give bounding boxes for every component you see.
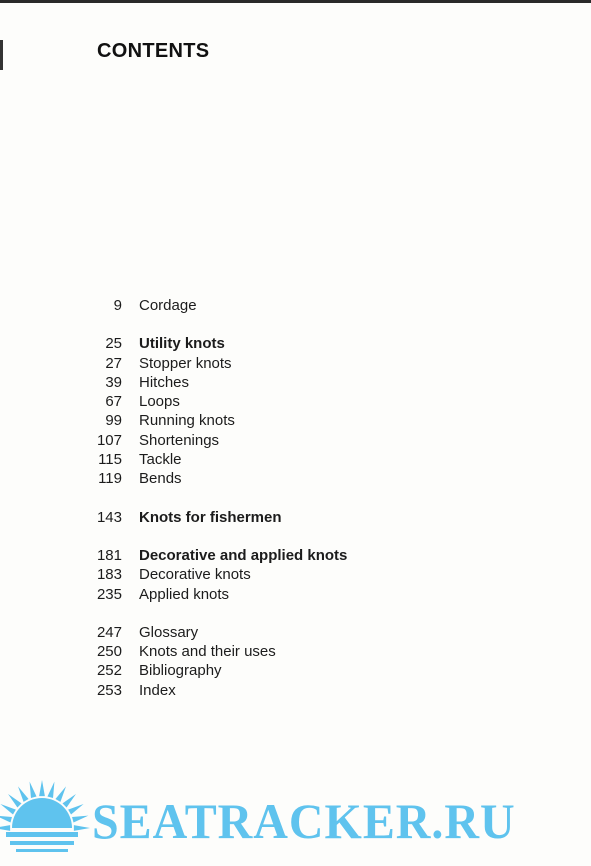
toc-entry <box>0 334 591 353</box>
sun-logo-icon <box>0 778 90 866</box>
toc-entry-label: Tackle <box>139 451 182 469</box>
toc-entry-label: Knots for fishermen <box>139 508 282 526</box>
toc-entry <box>0 469 591 488</box>
toc-entry-label: Decorative and applied knots <box>139 546 348 564</box>
toc-entry <box>0 546 591 565</box>
toc-entry-label: Shortenings <box>139 431 220 449</box>
toc-entry <box>0 411 591 430</box>
toc-entry-label: Bends <box>139 470 182 488</box>
toc-entry <box>0 354 591 373</box>
toc-page-number: 107 <box>96 431 122 449</box>
toc-entry <box>0 681 591 700</box>
toc-entry-label: Glossary <box>139 623 199 641</box>
toc-entry <box>0 623 591 642</box>
toc-entry <box>0 392 591 411</box>
toc-page-number: 25 <box>105 335 122 353</box>
toc-entry <box>0 450 591 469</box>
toc-page-number: 9 <box>113 297 122 314</box>
toc-entry <box>0 661 591 680</box>
toc-entry <box>0 373 591 392</box>
toc-page-number: 143 <box>96 508 122 526</box>
toc-entry-label: Stopper knots <box>139 354 232 372</box>
toc-entry <box>0 296 591 315</box>
toc-entry-label: Decorative knots <box>139 566 251 584</box>
toc-entry-label: Loops <box>139 393 180 411</box>
toc-entry-label: Bibliography <box>139 662 222 680</box>
toc-entry-label: Running knots <box>139 412 235 430</box>
page-title: CONTENTS <box>97 40 210 62</box>
toc-entry-label: Index <box>139 681 176 699</box>
toc-page-number: 235 <box>96 585 122 603</box>
watermark <box>0 778 591 866</box>
toc-page-number: 253 <box>96 681 122 699</box>
toc-entry <box>0 508 591 527</box>
toc-entry <box>0 585 591 604</box>
toc-page-number: 252 <box>96 662 122 680</box>
toc-entry <box>0 565 591 584</box>
toc-entry-label: Hitches <box>139 373 190 391</box>
toc-page-number: 247 <box>96 623 122 641</box>
toc-page-number: 119 <box>98 470 122 488</box>
toc-page-number: 39 <box>105 373 122 391</box>
table-of-contents <box>0 296 591 700</box>
toc-entry <box>0 642 591 661</box>
toc-page-number: 181 <box>96 546 122 564</box>
watermark-text: SEATRACKER.RU <box>92 793 516 849</box>
toc-page-number: 183 <box>96 566 122 584</box>
left-scan-edge <box>0 40 3 70</box>
toc-entry <box>0 431 591 450</box>
toc-entry-label: Cordage <box>139 297 197 314</box>
toc-page-number: 67 <box>105 393 122 411</box>
toc-page-number: 250 <box>96 643 122 661</box>
top-scan-edge <box>0 0 591 3</box>
toc-entry-label: Knots and their uses <box>139 643 276 661</box>
toc-page-number: 27 <box>105 354 122 372</box>
toc-page-number: 99 <box>105 412 122 430</box>
toc-page-number: 115 <box>98 451 122 469</box>
toc-entry-label: Utility knots <box>139 335 225 353</box>
toc-entry-label: Applied knots <box>139 585 230 603</box>
